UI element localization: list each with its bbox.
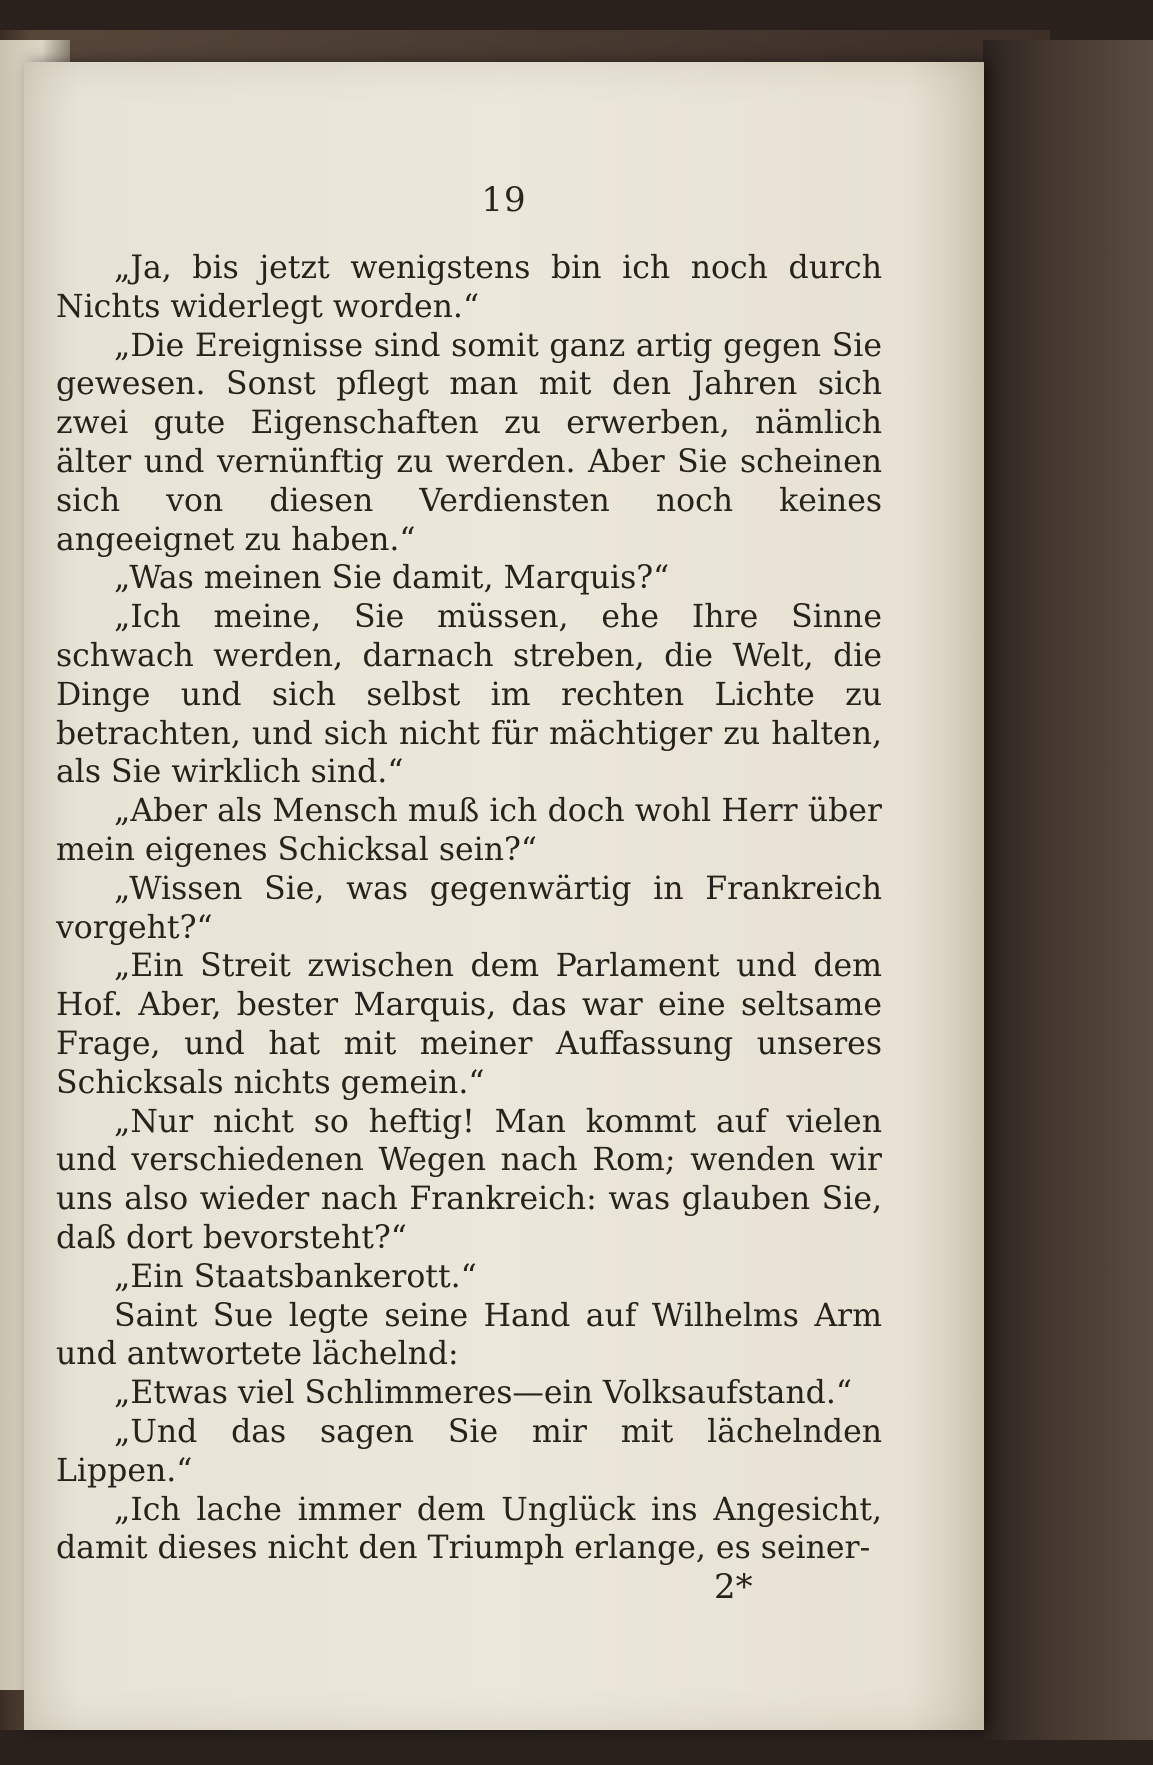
cover-edge [983, 40, 1153, 1740]
paragraph-4: „Ich meine, Sie müssen, ehe Ihre Sinne schwach werden, darnach streben, die Welt, die Dinge und sich selbst im rechten Lichte zu betrachten, und sich nicht für mächtiger zu halten, als Sie wirklich sind.“ [56, 599, 882, 791]
page-text [56, 249, 882, 1568]
paragraph-10: Saint Sue legte seine Hand auf Wilhelms Arm und antwortete lächelnd: [56, 1297, 882, 1373]
paragraph-12: „Und das sagen Sie mir mit lächelnden Lippen.“ [56, 1413, 882, 1489]
paragraph-7: „Ein Streit zwischen dem Parlament und dem Hof. Aber, bester Marquis, das war eine seltsame Frage, und hat mit meiner Auffassung unseres Schicksals nichts gemein.“ [56, 948, 882, 1101]
paragraph-6: „Wissen Sie, was gegenwärtig in Frankreich vorgeht?“ [56, 870, 882, 946]
paragraph-13: „Ich lache immer dem Unglück ins Angesicht, damit dieses nicht den Triumph erlange, es seiner- [56, 1491, 882, 1567]
paragraph-8: „Nur nicht so heftig! Man kommt auf vielen und verschiedenen Wegen nach Rom; wenden wir uns also wieder nach Frankreich: was glauben Sie, daß dort bevorsteht?“ [56, 1103, 882, 1256]
paragraph-2: „Die Ereignisse sind somit ganz artig gegen Sie gewesen. Sonst pflegt man mit den Jahren sich zwei gute Eigenschaften zu erwerben, nämlich älter und vernünftig zu werden. Aber Sie scheinen sich von diesen Verdiensten noch keines angeeignet zu haben.“ [56, 327, 882, 558]
paragraph-1: „Ja, bis jetzt wenigstens bin ich noch durch Nichts widerlegt worden.“ [56, 250, 882, 325]
paragraph-11: „Etwas viel Schlimmeres—ein Volksaufstand.“ [114, 1375, 852, 1412]
book-page [24, 62, 984, 1730]
paragraph-5: „Aber als Mensch muß ich doch wohl Herr über mein eigenes Schicksal sein?“ [56, 793, 882, 868]
signature-mark: 2* [714, 1567, 753, 1607]
paragraph-3: „Was meinen Sie damit, Marquis?“ [114, 560, 670, 597]
page-number: 19 [481, 180, 527, 220]
paragraph-9: „Ein Staatsbankerott.“ [114, 1258, 477, 1295]
